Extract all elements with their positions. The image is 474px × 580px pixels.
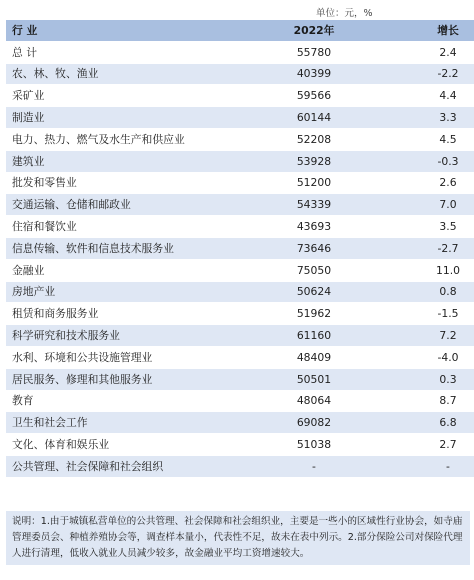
wage-cell: 50624 <box>238 281 390 303</box>
wage-cell: 60144 <box>238 107 390 129</box>
growth-cell: - <box>390 455 474 477</box>
table-row <box>6 107 474 129</box>
wage-cell: 59566 <box>238 85 390 107</box>
industry-cell: 文化、体育和娱乐业 <box>6 434 238 456</box>
industry-cell: 科学研究和技术服务业 <box>6 325 238 347</box>
industry-cell: 信息传输、软件和信息技术服务业 <box>6 237 238 259</box>
wage-cell: - <box>238 455 390 477</box>
industry-cell: 教育 <box>6 390 238 412</box>
table-row <box>6 259 474 281</box>
growth-cell: 4.5 <box>390 128 474 150</box>
table-row <box>6 325 474 347</box>
industry-cell: 建筑业 <box>6 150 238 172</box>
industry-cell: 居民服务、修理和其他服务业 <box>6 368 238 390</box>
industry-cell: 卫生和社会工作 <box>6 412 238 434</box>
growth-cell: 4.4 <box>390 85 474 107</box>
table-row <box>6 303 474 325</box>
table-row <box>6 194 474 216</box>
wage-table <box>6 20 474 478</box>
header-growth: 增长 <box>390 20 474 41</box>
table-row <box>6 412 474 434</box>
header-industry: 行 业 <box>6 20 238 41</box>
growth-cell: -1.5 <box>390 303 474 325</box>
unit-label: 单位：元，% <box>316 8 373 19</box>
wage-cell: 55780 <box>238 41 390 63</box>
wage-cell: 61160 <box>238 325 390 347</box>
industry-cell: 总 计 <box>6 41 238 63</box>
growth-cell: 2.4 <box>390 41 474 63</box>
growth-cell: 2.7 <box>390 434 474 456</box>
wage-cell: 73646 <box>238 237 390 259</box>
table-row <box>6 434 474 456</box>
growth-cell: 0.3 <box>390 368 474 390</box>
wage-cell: 54339 <box>238 194 390 216</box>
industry-cell: 批发和零售业 <box>6 172 238 194</box>
growth-cell: 3.3 <box>390 107 474 129</box>
footnote: 说明：1.由于城镇私营单位的公共管理、社会保障和社会组织业，主要是一些小的区域性行业协会，如寺庙管理委员会、种植养殖协会等，调查样本量小，代表性不足，故未在表中列示。2.部分保险公司对保险代理人进行清理，低收入就业人员减少较多，故金融业平均工资增速较大。 <box>6 511 470 565</box>
industry-cell: 农、林、牧、渔业 <box>6 63 238 85</box>
table-row <box>6 216 474 238</box>
table-row <box>6 172 474 194</box>
wage-cell: 69082 <box>238 412 390 434</box>
industry-cell: 住宿和餐饮业 <box>6 216 238 238</box>
industry-cell: 公共管理、社会保障和社会组织 <box>6 455 238 477</box>
growth-cell: 8.7 <box>390 390 474 412</box>
industry-cell: 交通运输、仓储和邮政业 <box>6 194 238 216</box>
growth-cell: 11.0 <box>390 259 474 281</box>
growth-cell: 3.5 <box>390 216 474 238</box>
table-row <box>6 237 474 259</box>
table-row <box>6 128 474 150</box>
industry-cell: 电力、热力、燃气及水生产和供应业 <box>6 128 238 150</box>
table-row <box>6 150 474 172</box>
growth-cell: -0.3 <box>390 150 474 172</box>
wage-cell: 53928 <box>238 150 390 172</box>
industry-cell: 房地产业 <box>6 281 238 303</box>
table-row <box>6 390 474 412</box>
wage-cell: 75050 <box>238 259 390 281</box>
header-year: 2022年 <box>238 20 390 41</box>
wage-cell: 48409 <box>238 346 390 368</box>
wage-cell: 40399 <box>238 63 390 85</box>
growth-cell: 0.8 <box>390 281 474 303</box>
growth-cell: 2.6 <box>390 172 474 194</box>
industry-cell: 制造业 <box>6 107 238 129</box>
growth-cell: 6.8 <box>390 412 474 434</box>
table-row <box>6 85 474 107</box>
industry-cell: 采矿业 <box>6 85 238 107</box>
wage-cell: 52208 <box>238 128 390 150</box>
table-header-row <box>6 20 474 41</box>
industry-cell: 金融业 <box>6 259 238 281</box>
industry-cell: 水利、环境和公共设施管理业 <box>6 346 238 368</box>
growth-cell: -4.0 <box>390 346 474 368</box>
table-row <box>6 63 474 85</box>
wage-cell: 51038 <box>238 434 390 456</box>
table-row <box>6 41 474 63</box>
wage-cell: 50501 <box>238 368 390 390</box>
wage-cell: 48064 <box>238 390 390 412</box>
wage-cell: 43693 <box>238 216 390 238</box>
growth-cell: 7.0 <box>390 194 474 216</box>
growth-cell: 7.2 <box>390 325 474 347</box>
wage-cell: 51200 <box>238 172 390 194</box>
industry-cell: 租赁和商务服务业 <box>6 303 238 325</box>
table-row <box>6 346 474 368</box>
table-row <box>6 281 474 303</box>
table-row <box>6 368 474 390</box>
growth-cell: -2.2 <box>390 63 474 85</box>
wage-cell: 51962 <box>238 303 390 325</box>
table-row <box>6 455 474 477</box>
growth-cell: -2.7 <box>390 237 474 259</box>
